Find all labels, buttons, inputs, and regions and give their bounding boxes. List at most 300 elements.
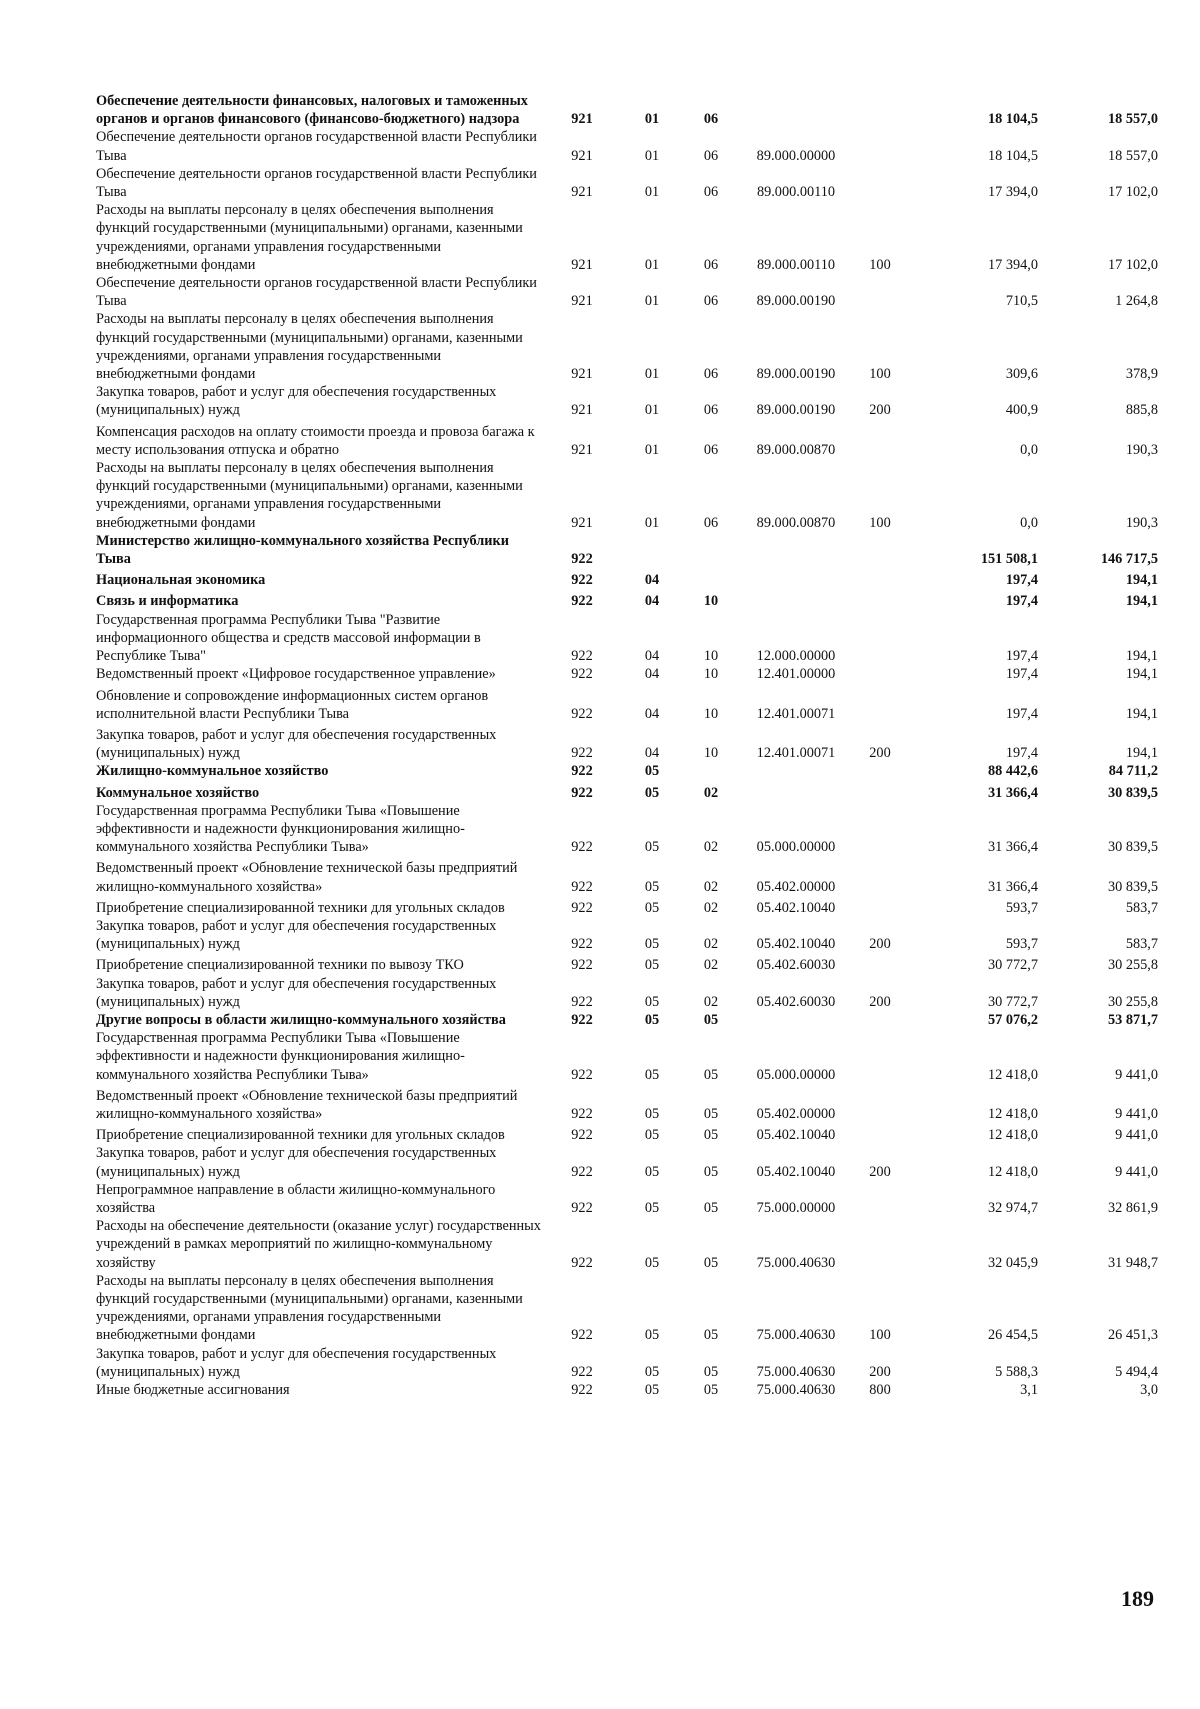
table-row — [96, 92, 1158, 128]
row-amount-year2: 18 557,0 — [1107, 147, 1158, 164]
row-amount-year2: 18 557,0 — [1107, 111, 1158, 128]
table-row — [96, 1029, 1158, 1084]
row-amount-year2: 30 255,8 — [1107, 993, 1158, 1010]
row-amount-year1: 5 588,3 — [995, 1363, 1038, 1380]
row-section-code: 04 — [644, 648, 660, 665]
row-grbs-code: 921 — [571, 184, 593, 201]
row-amount-year1: 31 366,4 — [987, 878, 1038, 895]
row-grbs-code: 922 — [571, 745, 593, 762]
row-grbs-code: 922 — [571, 839, 593, 856]
row-section-code: 05 — [644, 784, 660, 801]
row-subsection-code: 05 — [703, 1363, 719, 1380]
row-amount-year2: 31 948,7 — [1107, 1254, 1158, 1271]
row-grbs-code: 922 — [571, 899, 593, 916]
row-target-article: 75.000.40630 — [756, 1327, 836, 1344]
row-grbs-code: 921 — [571, 111, 593, 128]
row-amount-year2: 194,1 — [1125, 648, 1158, 665]
row-subsection-code: 05 — [703, 1105, 719, 1122]
row-name: Расходы на выплаты персоналу в целях обеспечения выполнения функций государственными (муниципальными) органами, казенными учреждениями, органами управления государственными внебюджетными фондами — [96, 1272, 523, 1344]
table-row — [96, 781, 1158, 802]
row-name: Иные бюджетные ассигнования — [96, 1382, 290, 1399]
row-grbs-code: 922 — [571, 784, 593, 801]
row-grbs-code: 921 — [571, 366, 593, 383]
row-subsection-code: 02 — [703, 839, 719, 856]
row-subsection-code: 02 — [703, 936, 719, 953]
row-subsection-code: 05 — [703, 1254, 719, 1271]
row-amount-year2: 3,0 — [1140, 1382, 1158, 1399]
row-subsection-code: 05 — [703, 1327, 719, 1344]
row-expense-type: 200 — [869, 402, 891, 419]
row-expense-type: 800 — [869, 1382, 891, 1399]
row-grbs-code: 922 — [571, 1163, 593, 1180]
row-section-code: 05 — [644, 1163, 660, 1180]
row-name: Обеспечение деятельности финансовых, налоговых и таможенных органов и органов финансового (финансово-бюджетного) надзора — [96, 93, 528, 128]
row-amount-year1: 31 366,4 — [987, 839, 1038, 856]
row-subsection-code: 06 — [703, 256, 719, 273]
row-amount-year1: 17 394,0 — [987, 184, 1038, 201]
row-section-code: 04 — [644, 572, 660, 589]
table-row — [96, 532, 1158, 568]
row-grbs-code: 921 — [571, 402, 593, 419]
row-target-article — [740, 92, 852, 128]
row-target-article: 12.401.00000 — [756, 666, 836, 683]
row-expense-type — [852, 665, 908, 683]
row-section-code: 04 — [644, 745, 660, 762]
row-expense-type — [852, 1029, 908, 1084]
row-grbs-code: 922 — [571, 1105, 593, 1122]
row-grbs-code: 922 — [571, 1327, 593, 1344]
row-amount-year1: 18 104,5 — [987, 111, 1038, 128]
row-amount-year2: 1 264,8 — [1115, 293, 1158, 310]
row-amount-year2: 194,1 — [1125, 593, 1158, 610]
row-section-code: 05 — [644, 1127, 660, 1144]
table-row — [96, 1217, 1158, 1272]
row-amount-year1: 3,1 — [1020, 1382, 1038, 1399]
row-target-article — [740, 532, 852, 568]
table-row — [96, 762, 1158, 780]
row-section-code: 05 — [644, 839, 660, 856]
row-amount-year1: 710,5 — [1005, 293, 1038, 310]
row-grbs-code: 922 — [571, 1382, 593, 1399]
row-amount-year1: 26 454,5 — [987, 1327, 1038, 1344]
row-name: Закупка товаров, работ и услуг для обеспечения государственных (муниципальных) нужд — [96, 1345, 497, 1380]
row-expense-type — [852, 611, 908, 666]
row-target-article: 89.000.00870 — [756, 441, 836, 458]
row-name: Компенсация расходов на оплату стоимости проезда и провоза багажа к месту использования отпуска и обратно — [96, 423, 535, 458]
row-grbs-code: 921 — [571, 293, 593, 310]
row-target-article: 05.402.10040 — [756, 936, 836, 953]
row-subsection-code: 06 — [703, 366, 719, 383]
row-expense-type: 200 — [869, 1163, 891, 1180]
row-amount-year1: 400,9 — [1005, 402, 1038, 419]
row-amount-year2: 583,7 — [1125, 899, 1158, 916]
row-expense-type — [852, 589, 908, 610]
row-target-article: 12.401.00071 — [756, 705, 836, 722]
row-name: Ведомственный проект «Цифровое государственное управление» — [96, 666, 496, 683]
row-expense-type — [852, 165, 908, 201]
row-amount-year2: 9 441,0 — [1115, 1127, 1158, 1144]
row-name: Закупка товаров, работ и услуг для обеспечения государственных (муниципальных) нужд — [96, 975, 497, 1010]
row-name: Министерство жилищно-коммунального хозяйства Республики Тыва — [96, 532, 509, 568]
table-row — [96, 1011, 1158, 1029]
row-target-article: 05.000.00000 — [756, 839, 836, 856]
row-grbs-code: 921 — [571, 441, 593, 458]
row-grbs-code: 921 — [571, 514, 593, 531]
row-expense-type: 200 — [869, 993, 891, 1010]
row-amount-year1: 32 045,9 — [987, 1254, 1038, 1271]
row-section-code: 05 — [644, 763, 660, 780]
table-row — [96, 568, 1158, 589]
row-grbs-code: 922 — [571, 551, 593, 568]
row-name: Обеспечение деятельности органов государственной власти Республики Тыва — [96, 165, 537, 201]
table-row — [96, 953, 1158, 974]
row-expense-type — [852, 274, 908, 310]
row-name: Расходы на выплаты персоналу в целях обеспечения выполнения функций государственными (муниципальными) органами, казенными учреждениями, органами управления государственными внебюджетными фондами — [96, 311, 523, 383]
row-subsection-code: 06 — [703, 402, 719, 419]
row-target-article — [740, 1011, 852, 1029]
row-subsection-code: 05 — [703, 1011, 719, 1028]
row-section-code: 05 — [644, 1363, 660, 1380]
row-section-code: 01 — [644, 256, 660, 273]
row-amount-year1: 12 418,0 — [987, 1127, 1038, 1144]
row-name: Государственная программа Республики Тыва «Повышение эффективности и надежности функционирования жилищно-коммунального хозяйства Республики Тыва» — [96, 802, 465, 856]
row-grbs-code: 921 — [571, 256, 593, 273]
row-expense-type — [852, 1084, 908, 1123]
row-section-code: 05 — [644, 957, 660, 974]
row-name: Закупка товаров, работ и услуг для обеспечения государственных (муниципальных) нужд — [96, 726, 497, 762]
row-amount-year1: 17 394,0 — [987, 256, 1038, 273]
row-expense-type: 200 — [869, 1363, 891, 1380]
row-amount-year2: 53 871,7 — [1107, 1011, 1158, 1028]
row-grbs-code: 922 — [571, 936, 593, 953]
row-name: Закупка товаров, работ и услуг для обеспечения государственных (муниципальных) нужд — [96, 1145, 497, 1180]
row-subsection-code: 06 — [703, 441, 719, 458]
row-target-article — [740, 568, 852, 589]
row-target-article: 05.402.10040 — [756, 899, 836, 916]
row-target-article: 05.402.60030 — [756, 993, 836, 1010]
row-section-code: 01 — [644, 111, 660, 128]
row-expense-type — [852, 1011, 908, 1029]
table-row — [96, 684, 1158, 723]
row-subsection-code: 05 — [703, 1066, 719, 1083]
row-target-article: 89.000.00110 — [756, 184, 836, 201]
row-subsection-code — [682, 532, 740, 568]
row-subsection-code — [682, 762, 740, 780]
table-row — [96, 459, 1158, 532]
table-row — [96, 896, 1158, 917]
row-expense-type — [852, 532, 908, 568]
row-name: Обеспечение деятельности органов государственной власти Республики Тыва — [96, 275, 537, 310]
table-row — [96, 201, 1158, 274]
row-amount-year2: 30 839,5 — [1107, 839, 1158, 856]
row-section-code: 05 — [644, 1011, 660, 1028]
row-section-code: 01 — [644, 293, 660, 310]
row-subsection-code: 10 — [703, 745, 719, 762]
row-subsection-code: 06 — [703, 293, 719, 310]
row-subsection-code: 02 — [703, 993, 719, 1010]
row-expense-type — [852, 92, 908, 128]
row-grbs-code: 922 — [571, 763, 593, 780]
row-section-code: 05 — [644, 993, 660, 1010]
row-expense-type: 100 — [869, 514, 891, 531]
row-amount-year1: 12 418,0 — [987, 1163, 1038, 1180]
row-amount-year1: 32 974,7 — [987, 1199, 1038, 1216]
row-target-article: 89.000.00000 — [756, 147, 836, 164]
row-name: Ведомственный проект «Обновление технической базы предприятий жилищно-коммунального хозяйства» — [96, 860, 518, 895]
row-amount-year2: 194,1 — [1125, 572, 1158, 589]
table-row — [96, 1084, 1158, 1123]
row-subsection-code: 02 — [703, 878, 719, 895]
row-section-code: 05 — [644, 1066, 660, 1083]
table-row — [96, 1272, 1158, 1345]
row-target-article: 05.402.10040 — [756, 1163, 836, 1180]
row-amount-year1: 197,4 — [1005, 745, 1038, 762]
row-grbs-code: 922 — [571, 1254, 593, 1271]
table-row — [96, 1123, 1158, 1144]
row-name: Обеспечение деятельности органов государственной власти Республики Тыва — [96, 129, 537, 164]
row-amount-year1: 197,4 — [1005, 666, 1038, 683]
row-section-code: 01 — [644, 366, 660, 383]
row-target-article — [740, 589, 852, 610]
row-amount-year2: 194,1 — [1125, 705, 1158, 722]
row-section-code: 05 — [644, 899, 660, 916]
row-amount-year1: 18 104,5 — [987, 147, 1038, 164]
row-section-code: 04 — [644, 666, 660, 683]
row-amount-year1: 309,6 — [1005, 366, 1038, 383]
row-name: Расходы на выплаты персоналу в целях обеспечения выполнения функций государственными (муниципальными) органами, казенными учреждениями, органами управления государственными внебюджетными фондами — [96, 202, 523, 273]
table-row — [96, 917, 1158, 953]
row-amount-year2: 9 441,0 — [1115, 1163, 1158, 1180]
table-row — [96, 589, 1158, 610]
row-section-code: 04 — [644, 593, 660, 610]
table-row — [96, 383, 1158, 419]
row-target-article: 05.402.60030 — [756, 957, 836, 974]
table-row — [96, 310, 1158, 383]
row-amount-year1: 197,4 — [1005, 593, 1038, 610]
row-target-article: 05.000.00000 — [756, 1066, 836, 1083]
row-target-article — [740, 781, 852, 802]
row-name: Коммунальное хозяйство — [96, 784, 260, 801]
row-amount-year2: 146 717,5 — [1100, 551, 1158, 568]
table-row — [96, 723, 1158, 762]
table-row — [96, 802, 1158, 857]
row-expense-type: 100 — [869, 256, 891, 273]
row-subsection-code — [682, 568, 740, 589]
row-section-code: 01 — [644, 184, 660, 201]
row-name: Государственная программа Республики Тыва «Повышение эффективности и надежности функционирования жилищно-коммунального хозяйства Республики Тыва» — [96, 1030, 465, 1083]
row-name: Расходы на выплаты персоналу в целях обеспечения выполнения функций государственными (муниципальными) органами, казенными учреждениями, органами управления государственными внебюджетными фондами — [96, 460, 523, 531]
row-amount-year2: 17 102,0 — [1107, 184, 1158, 201]
row-target-article: 05.402.00000 — [756, 878, 836, 895]
row-amount-year1: 31 366,4 — [987, 784, 1038, 801]
row-expense-type — [852, 1217, 908, 1272]
row-amount-year2: 583,7 — [1125, 936, 1158, 953]
table-row — [96, 856, 1158, 895]
row-amount-year1: 197,4 — [1005, 648, 1038, 665]
row-amount-year2: 194,1 — [1125, 745, 1158, 762]
row-expense-type — [852, 781, 908, 802]
row-section-code: 05 — [644, 936, 660, 953]
row-name: Непрограммное направление в области жилищно-коммунального хозяйства — [96, 1181, 496, 1216]
row-amount-year2: 378,9 — [1125, 366, 1158, 383]
row-target-article: 12.000.00000 — [756, 648, 836, 665]
table-row — [96, 975, 1158, 1011]
budget-table — [96, 92, 1158, 1399]
row-expense-type: 100 — [869, 366, 891, 383]
row-grbs-code: 922 — [571, 993, 593, 1010]
row-amount-year1: 0,0 — [1020, 514, 1038, 531]
row-grbs-code: 921 — [571, 147, 593, 164]
row-target-article: 89.000.00190 — [756, 293, 836, 310]
row-amount-year2: 17 102,0 — [1107, 256, 1158, 273]
row-amount-year1: 12 418,0 — [987, 1105, 1038, 1122]
row-section-code — [622, 532, 682, 568]
row-amount-year2: 190,3 — [1125, 441, 1158, 458]
table-row — [96, 1381, 1158, 1399]
row-target-article — [740, 762, 852, 780]
table-row — [96, 1181, 1158, 1217]
row-subsection-code: 10 — [703, 593, 719, 610]
row-expense-type — [852, 953, 908, 974]
row-target-article: 89.000.00190 — [756, 366, 836, 383]
row-amount-year2: 190,3 — [1125, 514, 1158, 531]
table-row — [96, 611, 1158, 666]
row-amount-year2: 30 255,8 — [1107, 957, 1158, 974]
row-grbs-code: 922 — [571, 1199, 593, 1216]
row-section-code: 05 — [644, 1105, 660, 1122]
row-name: Государственная программа Республики Тыва "Развитие информационного общества и средств массовой информации в Республике Тыва" — [96, 611, 481, 665]
row-expense-type — [852, 856, 908, 895]
row-expense-type — [852, 896, 908, 917]
row-expense-type: 200 — [869, 745, 891, 762]
row-name: Закупка товаров, работ и услуг для обеспечения государственных (муниципальных) нужд — [96, 917, 497, 953]
page-number: 189 — [1121, 1586, 1154, 1611]
row-subsection-code: 05 — [703, 1127, 719, 1144]
row-name: Обновление и сопровождение информационных систем органов исполнительной власти Республики Тыва — [96, 687, 489, 722]
row-amount-year2: 26 451,3 — [1107, 1327, 1158, 1344]
row-amount-year1: 30 772,7 — [987, 993, 1038, 1010]
row-amount-year1: 151 508,1 — [980, 551, 1038, 568]
row-amount-year2: 30 839,5 — [1107, 878, 1158, 895]
row-amount-year1: 593,7 — [1005, 936, 1038, 953]
row-subsection-code: 05 — [703, 1382, 719, 1399]
row-expense-type — [852, 762, 908, 780]
row-expense-type — [852, 568, 908, 589]
row-amount-year1: 30 772,7 — [987, 957, 1038, 974]
row-grbs-code: 922 — [571, 1127, 593, 1144]
row-amount-year2: 32 861,9 — [1107, 1199, 1158, 1216]
row-amount-year2: 9 441,0 — [1115, 1066, 1158, 1083]
row-subsection-code: 05 — [703, 1199, 719, 1216]
row-name: Приобретение специализированной техники для угольных складов — [96, 899, 505, 916]
row-target-article: 75.000.40630 — [756, 1363, 836, 1380]
row-target-article: 12.401.00071 — [756, 745, 836, 762]
row-name: Связь и информатика — [96, 593, 239, 610]
row-subsection-code: 02 — [703, 957, 719, 974]
row-section-code: 05 — [644, 1382, 660, 1399]
row-subsection-code: 10 — [703, 666, 719, 683]
row-amount-year1: 0,0 — [1020, 441, 1038, 458]
table-row — [96, 128, 1158, 164]
row-grbs-code: 922 — [571, 878, 593, 895]
row-name: Приобретение специализированной техники для угольных складов — [96, 1127, 505, 1144]
row-subsection-code: 10 — [703, 705, 719, 722]
row-amount-year2: 885,8 — [1125, 402, 1158, 419]
row-section-code: 04 — [644, 705, 660, 722]
row-expense-type — [852, 802, 908, 857]
row-expense-type — [852, 1123, 908, 1144]
row-amount-year1: 593,7 — [1005, 899, 1038, 916]
row-grbs-code: 922 — [571, 1066, 593, 1083]
row-section-code: 01 — [644, 514, 660, 531]
row-expense-type: 100 — [869, 1327, 891, 1344]
row-amount-year2: 30 839,5 — [1107, 784, 1158, 801]
row-name: Закупка товаров, работ и услуг для обеспечения государственных (муниципальных) нужд — [96, 384, 497, 419]
row-expense-type — [852, 420, 908, 459]
row-subsection-code: 02 — [703, 899, 719, 916]
row-amount-year1: 88 442,6 — [987, 763, 1038, 780]
row-amount-year1: 197,4 — [1005, 572, 1038, 589]
row-grbs-code: 922 — [571, 593, 593, 610]
row-amount-year1: 57 076,2 — [987, 1011, 1038, 1028]
row-amount-year2: 9 441,0 — [1115, 1105, 1158, 1122]
table-row — [96, 165, 1158, 201]
row-name: Национальная экономика — [96, 572, 266, 589]
row-subsection-code: 06 — [703, 514, 719, 531]
row-expense-type — [852, 684, 908, 723]
row-target-article: 75.000.40630 — [756, 1254, 836, 1271]
row-grbs-code: 922 — [571, 705, 593, 722]
row-target-article: 75.000.40630 — [756, 1382, 836, 1399]
row-section-code: 05 — [644, 1199, 660, 1216]
row-grbs-code: 922 — [571, 648, 593, 665]
row-section-code: 05 — [644, 1327, 660, 1344]
row-amount-year2: 194,1 — [1125, 666, 1158, 683]
row-target-article: 05.402.00000 — [756, 1105, 836, 1122]
row-section-code: 01 — [644, 402, 660, 419]
row-expense-type — [852, 1181, 908, 1217]
row-target-article: 89.000.00110 — [756, 256, 836, 273]
row-target-article: 05.402.10040 — [756, 1127, 836, 1144]
row-subsection-code: 05 — [703, 1163, 719, 1180]
row-subsection-code: 02 — [703, 784, 719, 801]
row-target-article: 89.000.00190 — [756, 402, 836, 419]
row-grbs-code: 922 — [571, 1011, 593, 1028]
row-name: Другие вопросы в области жилищно-коммунального хозяйства — [96, 1011, 506, 1028]
row-expense-type — [852, 128, 908, 164]
row-section-code: 05 — [644, 878, 660, 895]
row-amount-year1: 12 418,0 — [987, 1066, 1038, 1083]
row-amount-year2: 84 711,2 — [1108, 763, 1158, 780]
table-row — [96, 274, 1158, 310]
row-amount-year1: 197,4 — [1005, 705, 1038, 722]
row-section-code: 01 — [644, 441, 660, 458]
row-target-article: 75.000.00000 — [756, 1199, 836, 1216]
table-row — [96, 1345, 1158, 1381]
row-expense-type: 200 — [869, 936, 891, 953]
row-subsection-code: 10 — [703, 648, 719, 665]
row-section-code: 01 — [644, 147, 660, 164]
budget-table-body — [96, 92, 1158, 1399]
row-target-article: 89.000.00870 — [756, 514, 836, 531]
row-grbs-code: 922 — [571, 957, 593, 974]
row-grbs-code: 922 — [571, 572, 593, 589]
row-subsection-code: 06 — [703, 147, 719, 164]
row-name: Ведомственный проект «Обновление технической базы предприятий жилищно-коммунального хозяйства» — [96, 1087, 518, 1122]
table-row — [96, 1144, 1158, 1180]
row-name: Расходы на обеспечение деятельности (оказание услуг) государственных учреждений в рамках мероприятий по жилищно-коммунальному хозяйству — [96, 1218, 541, 1271]
table-row — [96, 420, 1158, 459]
